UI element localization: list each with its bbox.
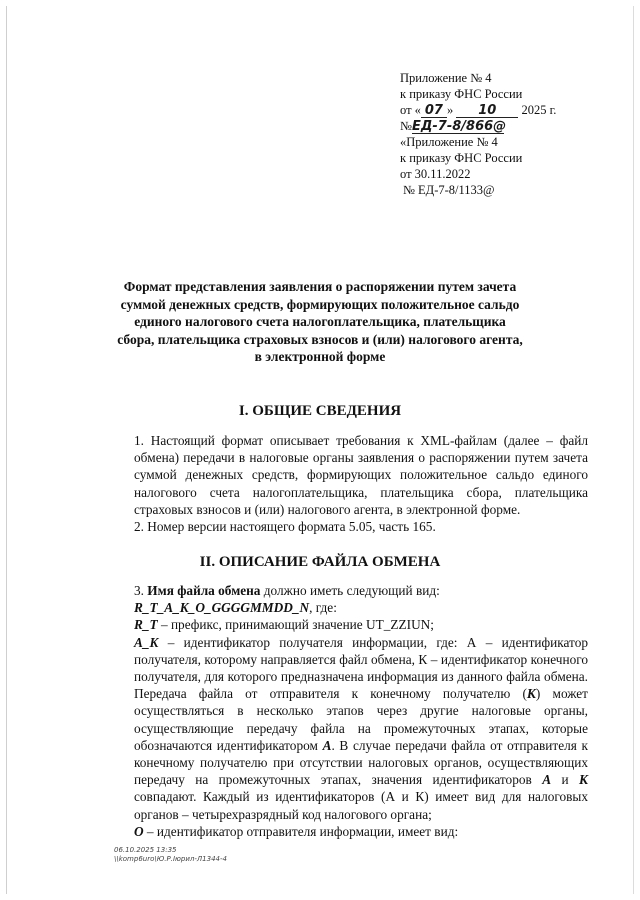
appendix-header	[400, 70, 590, 198]
prev-order-reference: к приказу ФНС России	[400, 151, 523, 165]
handwritten-day: 07	[421, 104, 447, 118]
order-number: №ЕД-7-8/866@	[400, 119, 507, 134]
appendix-number: Приложение № 4	[400, 71, 492, 85]
handwritten-number: ЕД-7-8/866@	[411, 119, 507, 134]
section-exchange-body	[112, 582, 588, 840]
section-general-body	[112, 432, 588, 535]
section-heading-exchange-file: II. ОПИСАНИЕ ФАЙЛА ОБМЕНА	[199, 554, 441, 570]
sender-identifier-definition: О – идентификатор отправителя информации, имеет вид:	[134, 823, 459, 839]
document-title: Формат представления заявления о распоряжении путем зачета суммой денежных средств, формирующих положительное сальдо единого налогового счета налогоплательщика, плательщика сбора, плательщика страховых взносов и (или) налогового агента, в электронной форме	[117, 279, 523, 364]
paragraph-2: 2. Номер версии настоящего формата 5.05, часть 165.	[134, 519, 436, 535]
prev-appendix-number: «Приложение № 4	[400, 135, 498, 149]
prev-order-number: № ЕД-7-8/1133@	[403, 183, 495, 197]
paragraph-3: 3. Имя файла обмена должно иметь следующий вид:	[134, 583, 440, 598]
footer-file-stamp: 06.10.2025 13:35 \\komp6uro\Ю.Р.Іюрил-Л1344-4	[114, 846, 227, 863]
recipient-identifier-definition: A_K – идентификатор получателя информации, где: А – идентификатор получателя, которому направляется файл обмена, К – идентификатор конечного получателя, для которого предназначена информация из данного файла обмена. Передача файла от отправителя к конечному получателю (К) может осуществляться в несколько этапов через другие налоговые органы, осуществляющие передачу файла на промежуточных этапах, которые обозначаются идентификатором А. В случае передачи файла от отправителя к конечному получателю при отсутствии налоговых органов, осуществляющих передачу на промежуточных этапах, значения идентификаторов А и К совпадают. Каждый из идентификаторов (А и К) имеет вид для налоговых органов – четырехразрядный код налогового органа;	[134, 634, 588, 822]
prefix-definition: R_T – префикс, принимающий значение UT_ZZIUN;	[134, 617, 434, 633]
file-name-pattern: R_T_A_K_O_GGGGMMDD_N, где:	[134, 600, 337, 616]
handwritten-month: 10	[456, 104, 518, 118]
prev-order-date: от 30.11.2022	[400, 167, 471, 181]
paragraph-1: 1. Настоящий формат описывает требования к XML-файлам (далее – файл обмена) передачи в налоговые органы заявления о распоряжении путем зачета суммой денежных средств, формирующих положительное сальдо единого налогового счета налогоплательщика, плательщика сбора, плательщика страховых взносов и (или) налогового агента, в электронной форме.	[134, 433, 588, 517]
section-heading-general: I. ОБЩИЕ СВЕДЕНИЯ	[238, 403, 402, 419]
order-reference: к приказу ФНС России	[400, 87, 523, 101]
order-date: от « 07 » 10 2025 г.	[400, 103, 557, 118]
